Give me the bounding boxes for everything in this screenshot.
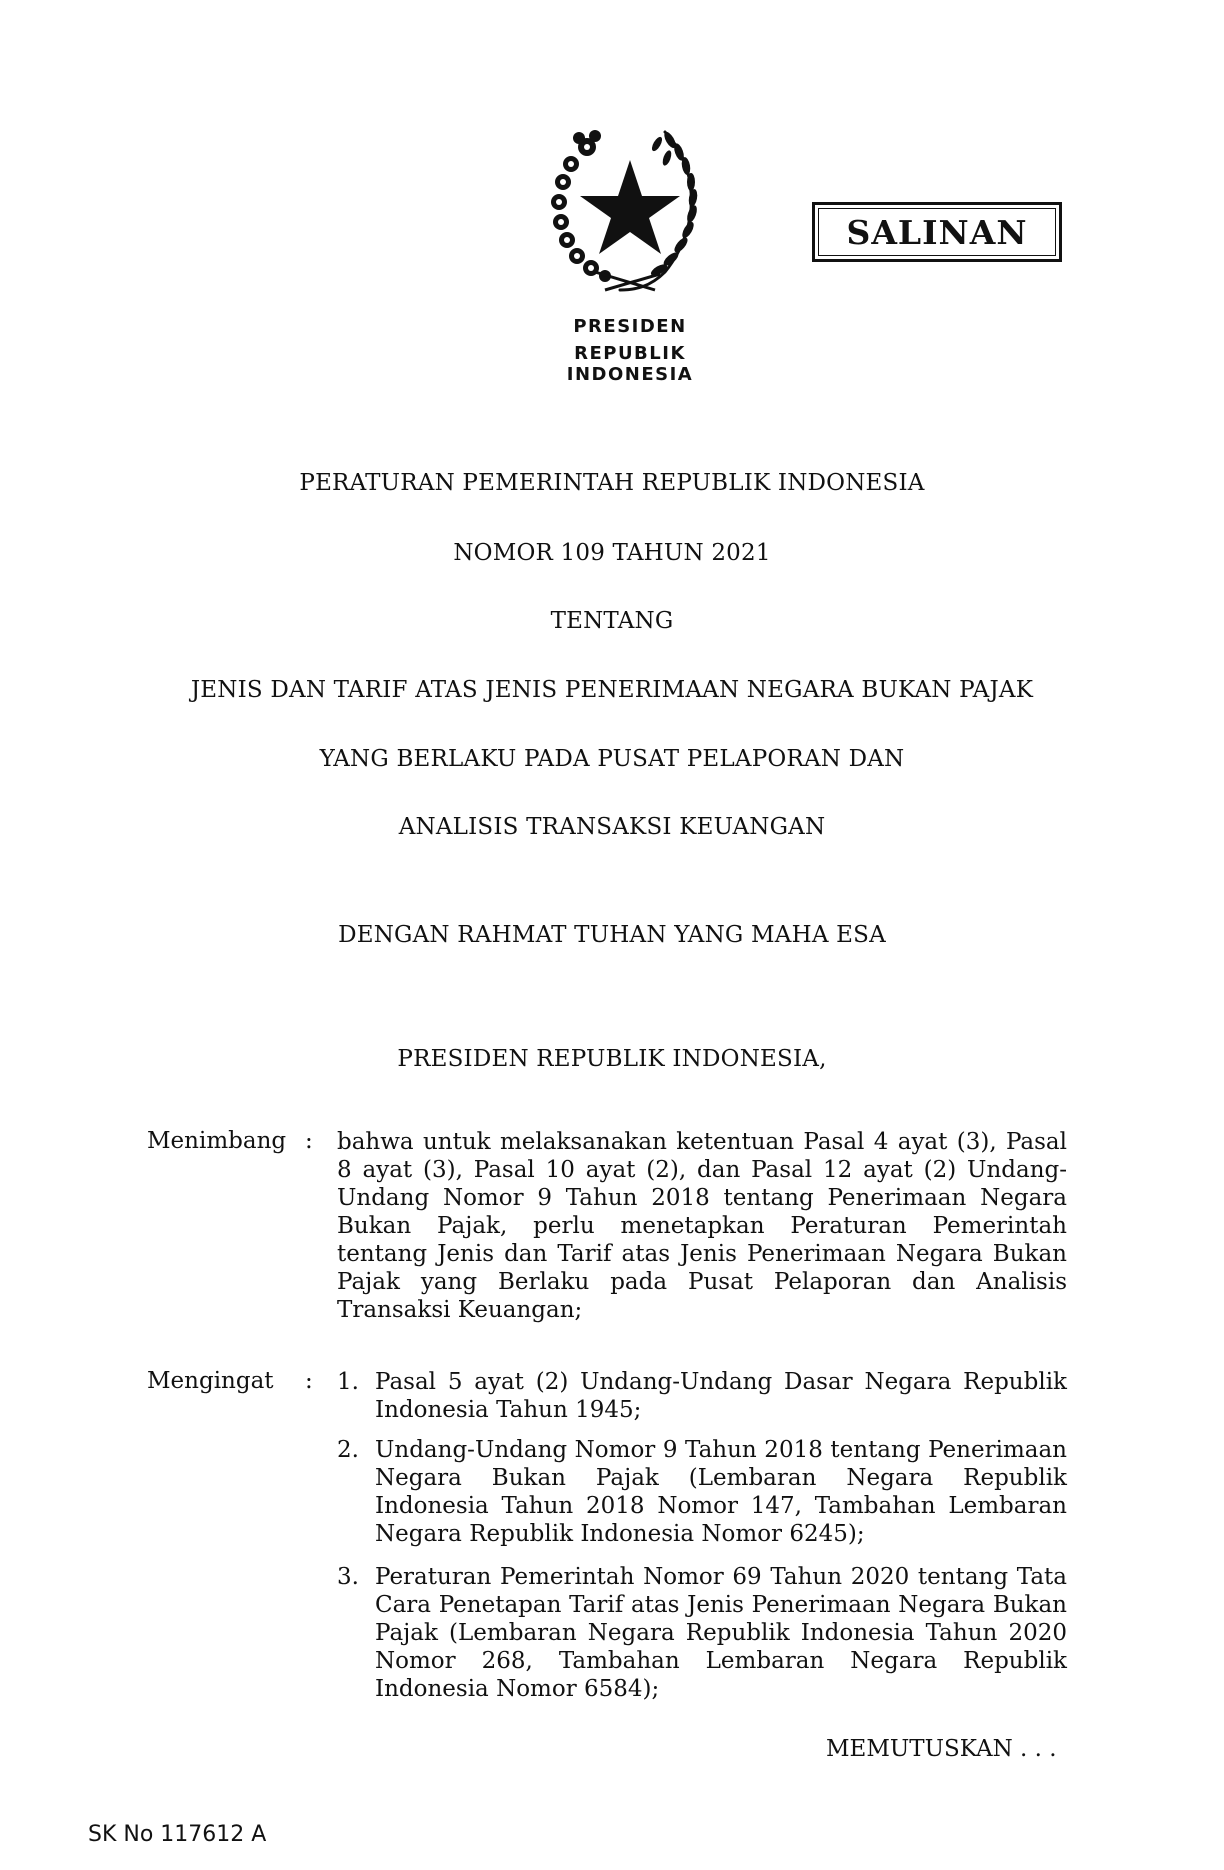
item-number: 3. <box>337 1564 359 1590</box>
menimbang-label: Menimbang <box>147 1128 287 1154</box>
authority: PRESIDEN REPUBLIK INDONESIA, <box>397 1046 827 1072</box>
mengingat-item-1 <box>337 1368 1067 1424</box>
regulation-type: PERATURAN PEMERINTAH REPUBLIK INDONESIA <box>299 470 925 496</box>
regulation-subject-line-2: YANG BERLAKU PADA PUSAT PELAPORAN DAN <box>319 746 905 772</box>
regulation-subject-line-3: ANALISIS TRANSAKSI KEUANGAN <box>398 814 826 840</box>
continuation-marker: MEMUTUSKAN . . . <box>826 1736 1057 1762</box>
stamp-label: SALINAN <box>818 208 1056 256</box>
document-code: SK No 117612 A <box>88 1822 267 1847</box>
mengingat-item-3 <box>337 1563 1067 1703</box>
regulation-number: NOMOR 109 TAHUN 2021 <box>453 540 771 566</box>
menimbang-text: bahwa untuk melaksanakan ketentuan Pasal 4 ayat (3), Pasal 8 ayat (3), Pasal 10 ayat (2), dan Pasal 12 ayat (2) Undang-Undang Nomor 9 Tahun 2018 tentang Penerimaan Negara Bukan Pajak, perlu menetapkan Peraturan Pemerintah tentang Jenis dan Tarif atas Jenis Penerimaan Negara Bukan Pajak yang Berlaku pada Pusat Pelaporan dan Analisis Transaksi Keuangan; <box>337 1129 1067 1323</box>
mengingat-label: Mengingat <box>147 1368 274 1394</box>
regulation-about: TENTANG <box>550 608 674 634</box>
issuer-line-1: PRESIDEN <box>573 316 687 337</box>
salinan-stamp <box>812 202 1062 262</box>
mengingat-item-2 <box>337 1436 1067 1548</box>
invocation: DENGAN RAHMAT TUHAN YANG MAHA ESA <box>338 922 886 948</box>
item-text: Undang-Undang Nomor 9 Tahun 2018 tentang Penerimaan Negara Bukan Pajak (Lembaran Negara Republik Indonesia Tahun 2018 Nomor 147, Tambahan Lembaran Negara Republik Indonesia Nomor 6245); <box>375 1437 1067 1547</box>
item-text: Peraturan Pemerintah Nomor 69 Tahun 2020 tentang Tata Cara Penetapan Tarif atas Jenis Penerimaan Negara Bukan Pajak (Lembaran Negara Republik Indonesia Tahun 2020 Nomor 268, Tambahan Lembaran Negara Republik Indonesia Nomor 6584); <box>375 1564 1067 1702</box>
item-number: 2. <box>337 1437 359 1463</box>
regulation-subject-line-1: JENIS DAN TARIF ATAS JENIS PENERIMAAN NEGARA BUKAN PAJAK <box>190 677 1034 703</box>
issuer-line-2: REPUBLIK INDONESIA <box>566 343 694 385</box>
mengingat-colon: : <box>305 1368 313 1394</box>
item-text: Pasal 5 ayat (2) Undang-Undang Dasar Negara Republik Indonesia Tahun 1945; <box>375 1369 1067 1423</box>
item-number: 1. <box>337 1369 359 1395</box>
menimbang-colon: : <box>305 1128 313 1154</box>
garuda-star-wreath-emblem-icon <box>545 122 715 297</box>
